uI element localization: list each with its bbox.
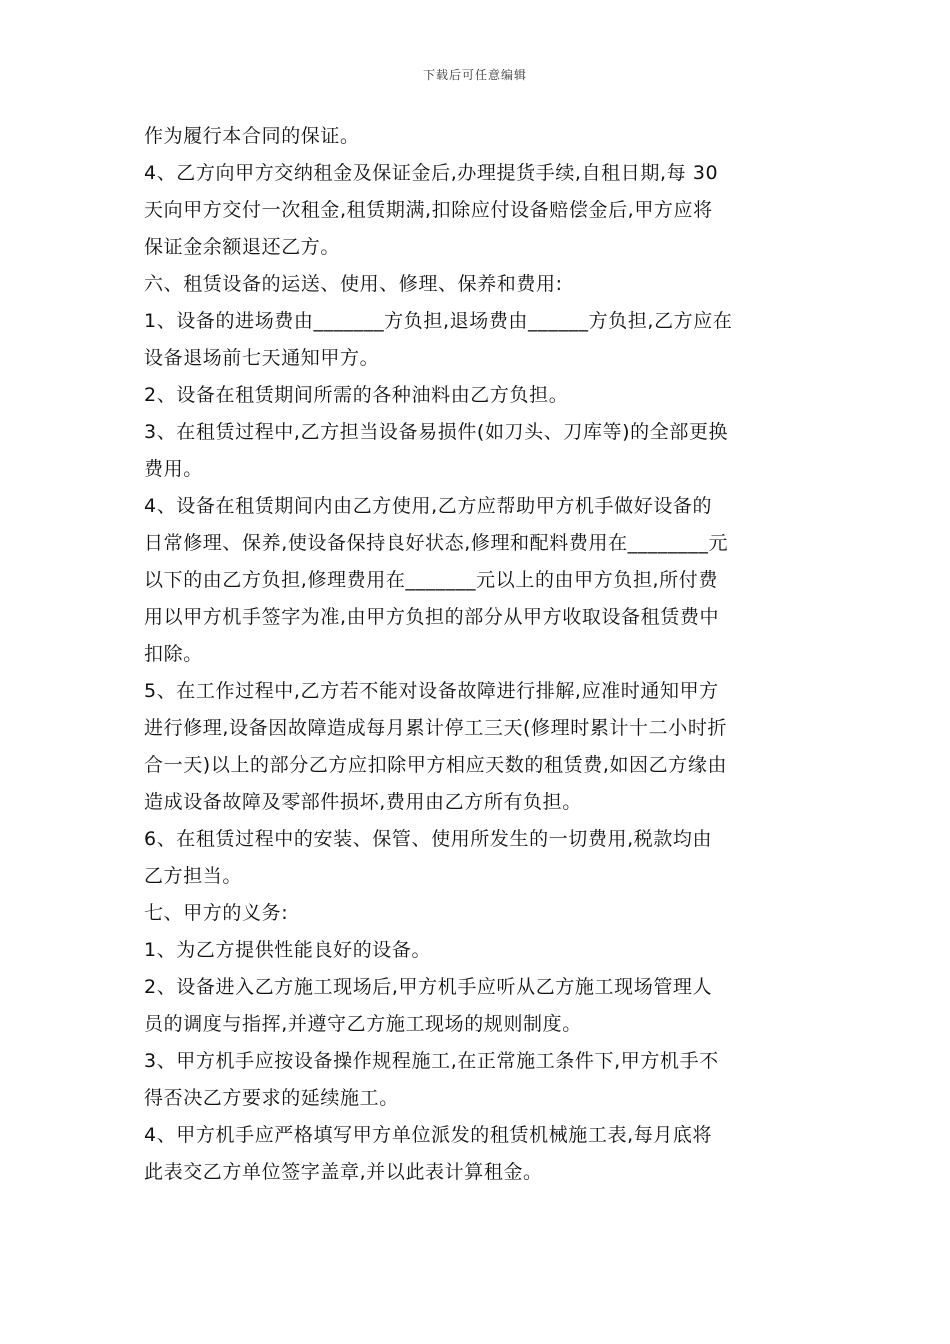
text-line: 4、乙方向甲方交纳租金及保证金后,办理提货手续,自租日期,每 30 [144, 162, 719, 184]
text-line: 6、在租赁过程中的安装、保管、使用所发生的一切费用,税款均由 [144, 828, 713, 850]
text-line: 3、甲方机手应按设备操作规程施工,在正常施工条件下,甲方机手不 [144, 1050, 719, 1072]
text-line: 得否决乙方要求的延续施工。 [144, 1087, 399, 1109]
text-line: 4、设备在租赁期间内由乙方使用,乙方应帮助甲方机手做好设备的 [144, 495, 713, 517]
text-line: 5、在工作过程中,乙方若不能对设备故障进行排解,应准时通知甲方 [144, 680, 719, 702]
text-line: 造成设备故障及零部件损坏,费用由乙方所有负担。 [144, 791, 582, 813]
text-line: 此表交乙方单位签字盖章,并以此表计算租金。 [144, 1161, 543, 1183]
text-line: 4、甲方机手应严格填写甲方单位派发的租赁机械施工表,每月底将 [144, 1124, 713, 1146]
text-line: 用以甲方机手签字为准,由甲方负担的部分从甲方收取设备租赁费中 [144, 606, 720, 628]
text-line: 2、设备在租赁期间所需的各种油料由乙方负担。 [144, 384, 569, 406]
text-line: 扣除。 [144, 643, 203, 665]
text-line: 作为履行本合同的保证。 [144, 125, 360, 147]
text-line: 保证金余额退还乙方。 [144, 236, 341, 258]
text-line: 以下的由乙方负担,修理费用在_______元以上的由甲方负担,所付费 [144, 569, 718, 591]
text-line: 1、为乙方提供性能良好的设备。 [144, 939, 432, 961]
text-line: 合一天)以上的部分乙方应扣除甲方相应天数的租赁费,如因乙方缘由 [144, 754, 728, 776]
text-line: 天向甲方交付一次租金,租赁期满,扣除应付设备赔偿金后,甲方应将 [144, 199, 713, 221]
text-line: 乙方担当。 [144, 865, 243, 887]
section-heading: 七、甲方的义务: [144, 902, 289, 924]
text-line: 2、设备进入乙方施工现场后,甲方机手应听从乙方施工现场管理人 [144, 976, 713, 998]
section-heading: 六、租赁设备的运送、使用、修理、保养和费用: [144, 273, 563, 295]
text-line: 日常修理、保养,使设备保持良好状态,修理和配料费用在________元 [144, 532, 729, 554]
text-line: 1、设备的进场费由_______方负担,退场费由______方负担,乙方应在 [144, 310, 733, 332]
text-line: 3、在租赁过程中,乙方担当设备易损件(如刀头、刀库等)的全部更换 [144, 421, 729, 443]
text-line: 员的调度与指挥,并遵守乙方施工现场的规则制度。 [144, 1013, 582, 1035]
text-line: 设备退场前七天通知甲方。 [144, 347, 380, 369]
text-line: 进行修理,设备因故障造成每月累计停工三天(修理时累计十二小时折 [144, 717, 728, 739]
text-line: 费用。 [144, 458, 203, 480]
document-body [144, 118, 814, 1191]
page-header-note: 下载后可任意编辑 [422, 68, 527, 82]
